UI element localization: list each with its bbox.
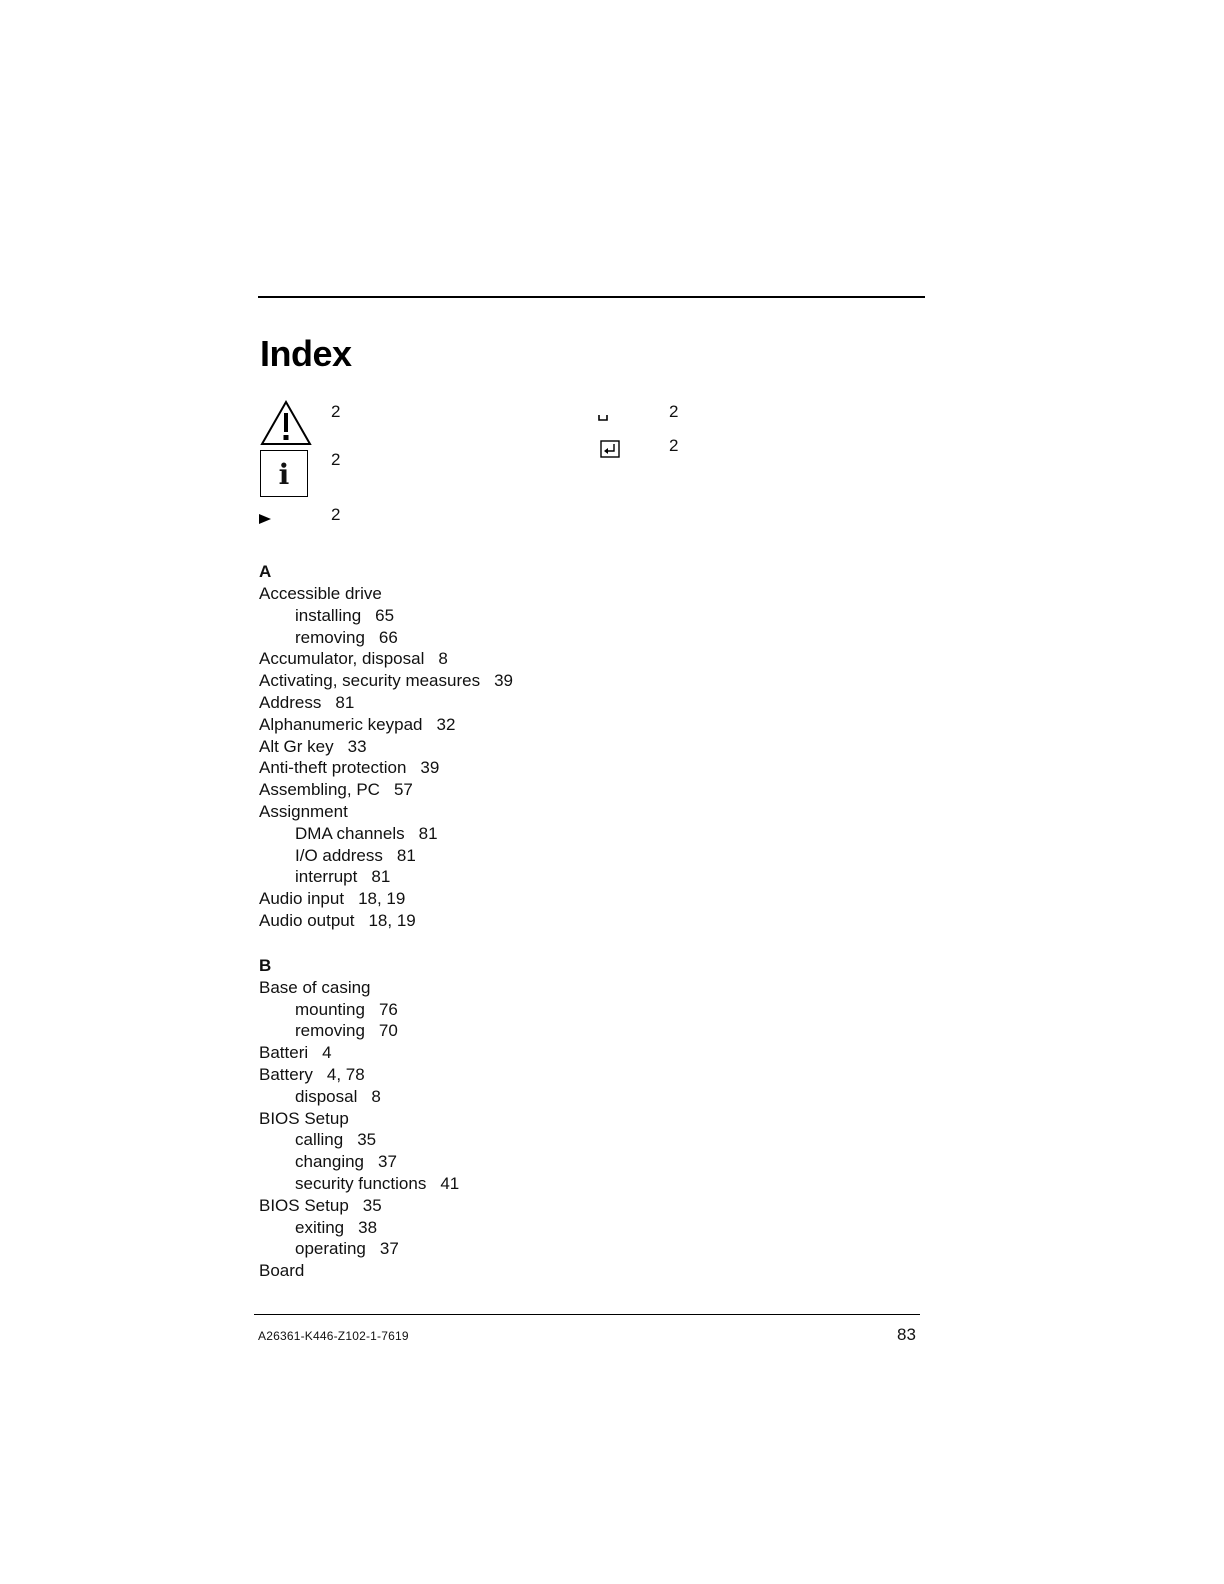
index-subentry: [259, 1217, 859, 1239]
space-key-icon: [597, 414, 609, 422]
index-pages: 81: [335, 692, 355, 712]
index-pages: 76: [378, 999, 398, 1019]
symbol-page-arrow: 2: [331, 505, 341, 524]
section-gap: [259, 932, 859, 954]
index-term: Assembling, PC: [259, 780, 380, 800]
index-subentry: [259, 627, 859, 649]
index-term: Audio input: [259, 889, 345, 909]
symbol-page-enter: 2: [669, 436, 679, 455]
index-subentry: [259, 1151, 859, 1173]
index-term: exiting: [295, 1217, 345, 1237]
index-pages: 57: [393, 780, 413, 800]
symbol-page-info: 2: [331, 450, 341, 469]
index-term: calling: [295, 1130, 344, 1150]
index-entry: [259, 714, 859, 736]
index-term: Accessible drive: [259, 584, 382, 603]
index-term: Battery: [259, 1064, 313, 1084]
index-entry: [259, 977, 859, 999]
index-subentry: [259, 605, 859, 627]
symbol-page-space: 2: [669, 402, 679, 421]
index-term: Accumulator, disposal: [259, 649, 425, 669]
index-subentry: [259, 1238, 859, 1260]
index-pages: 35: [362, 1195, 382, 1215]
index-pages: 70: [378, 1021, 398, 1041]
index-term: Alphanumeric keypad: [259, 714, 423, 734]
index-entry: [259, 648, 859, 670]
arrow-right-icon: [258, 513, 272, 525]
section-letter: B: [259, 955, 272, 975]
index-subentry: [259, 823, 859, 845]
index-pages: 39: [494, 671, 514, 691]
index-entry: [259, 779, 859, 801]
index-entry: [259, 1108, 859, 1130]
page-title: Index: [260, 333, 352, 374]
index-term: interrupt: [295, 867, 358, 887]
index-entry: [259, 757, 859, 779]
index-entry: [259, 1195, 859, 1217]
top-rule: [258, 296, 925, 298]
index-subentry: [259, 1129, 859, 1151]
index-pages: 18, 19: [358, 889, 406, 909]
index-term: disposal: [295, 1086, 358, 1106]
index-pages: 39: [420, 758, 440, 778]
index-pages: 8: [371, 1086, 381, 1106]
index-pages: 32: [436, 714, 456, 734]
index-term: Base of casing: [259, 977, 371, 997]
index-pages: 4: [322, 1043, 332, 1063]
index-pages: 41: [440, 1173, 460, 1193]
info-box-icon: i: [260, 450, 308, 497]
index-section-b: [259, 954, 859, 1282]
index-term: removing: [295, 1021, 365, 1041]
index-term: Batteri: [259, 1043, 309, 1063]
page-number: 83: [897, 1325, 916, 1344]
symbol-page-warning: 2: [331, 402, 341, 421]
index-pages: 35: [357, 1130, 377, 1150]
index-entry: [259, 583, 859, 605]
index-entry: [259, 1260, 859, 1282]
index-pages: 18, 19: [368, 910, 416, 930]
doc-code: A26361-K446-Z102-1-7619: [258, 1329, 409, 1343]
index-entry: [259, 1042, 859, 1064]
index-entry: [259, 1064, 859, 1086]
index-term: changing: [295, 1152, 365, 1172]
index-entry: [259, 736, 859, 758]
index-term: BIOS Setup: [259, 1108, 349, 1128]
index-pages: 81: [418, 823, 438, 843]
index-subentry: [259, 1086, 859, 1108]
index-term: Address: [259, 692, 322, 712]
section-entries: [259, 977, 859, 1282]
index-entry: [259, 910, 859, 932]
index-entry: [259, 801, 859, 823]
index-term: operating: [295, 1239, 366, 1259]
index-term: security functions: [295, 1173, 427, 1193]
enter-key-icon: [600, 440, 620, 458]
index-term: removing: [295, 627, 365, 647]
index-entry: [259, 692, 859, 714]
index-term: Board: [259, 1261, 305, 1281]
index-term: Anti-theft protection: [259, 758, 407, 778]
index-term: mounting: [295, 999, 365, 1019]
index-pages: 37: [379, 1239, 399, 1259]
index-subentry: [259, 1020, 859, 1042]
index-entry: [259, 888, 859, 910]
index-term: Assignment: [259, 801, 348, 821]
warning-triangle-icon: [259, 399, 313, 447]
index-subentry: [259, 999, 859, 1021]
index-pages: 33: [347, 736, 367, 756]
index-pages: 66: [378, 627, 398, 647]
index-term: BIOS Setup: [259, 1195, 349, 1215]
index-term: Audio output: [259, 910, 355, 930]
index-pages: 8: [438, 649, 448, 669]
footer-rule: [254, 1314, 920, 1315]
index-subentry: [259, 845, 859, 867]
section-letter: A: [259, 562, 272, 581]
index-term: Alt Gr key: [259, 736, 334, 756]
index-pages: 81: [371, 867, 391, 887]
index-term: I/O address: [295, 845, 383, 865]
index-list: [259, 560, 859, 1282]
index-pages: 38: [358, 1217, 378, 1237]
index-pages: 37: [378, 1152, 397, 1172]
index-term: DMA channels: [295, 823, 405, 843]
index-subentry: [259, 1173, 859, 1195]
index-term: Activating, security measures: [259, 671, 481, 691]
index-entry: [259, 670, 859, 692]
index-section-a: [259, 560, 859, 932]
index-pages: 81: [396, 845, 416, 865]
index-pages: 4, 78: [326, 1064, 365, 1084]
index-term: installing: [295, 605, 362, 625]
index-subentry: [259, 866, 859, 888]
section-entries: [259, 583, 859, 932]
index-pages: 65: [375, 605, 395, 625]
